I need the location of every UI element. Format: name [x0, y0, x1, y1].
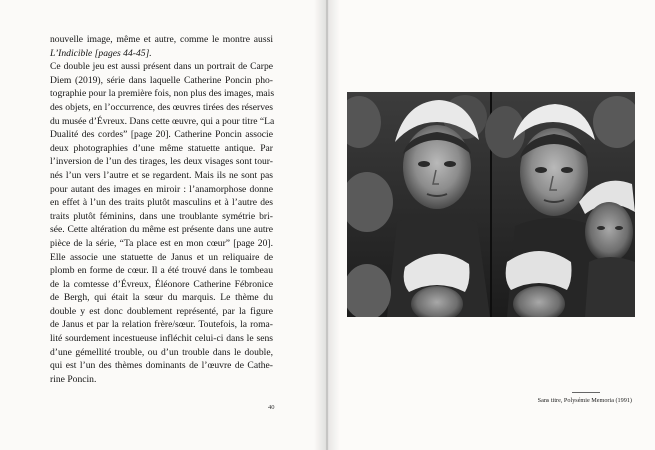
- text-line: de Janus et par la relation frère/sœur. Toutefois, la roma-: [50, 319, 273, 331]
- text-line: Diem (2019), série dans laquelle Catherine Poncin pho-: [50, 74, 273, 86]
- text-line: rine Poncin.: [50, 373, 97, 385]
- caption-rule: [572, 392, 600, 393]
- text-line: de la comtesse d’Évreux, Éléonore Catherine Fébronice: [50, 278, 273, 290]
- photo-left-half: [347, 92, 490, 317]
- text-line: en effet à l’un des traits plutôt masculins et à l’autre des: [50, 197, 273, 209]
- archival-photograph: [347, 92, 635, 317]
- text-line: pour autant des images en miroir : l’anamorphose donne: [50, 183, 273, 195]
- text-line: d’une gémellité trouble, ou d’un trouble dans le double,: [50, 346, 273, 358]
- text-line: plomb en forme de cœur. Il a été trouvé dans le tombeau: [50, 265, 273, 277]
- text-line: Dualité des cordes” [page 20]. Catherine Poncin associe: [50, 129, 273, 141]
- text-line: Ce double jeu est aussi présent dans un portrait de Carpe: [50, 61, 273, 73]
- text-line: des objets, en l’occurrence, des œuvres tirées des réserves: [50, 101, 273, 113]
- text-line: sée. Cette altération du même est présente dans une autre: [50, 224, 273, 236]
- body-text: [50, 33, 273, 386]
- text-line: lité sourdement incestueuse infléchit celui-ci dans le sens: [50, 333, 273, 345]
- text-line: Elle associe une statuette de Janus et un reliquaire de: [50, 251, 273, 263]
- text-line: pièce de la série, “Ta place est en mon cœur” [page 20].: [50, 237, 273, 249]
- page-number: 40: [268, 404, 275, 411]
- photo-caption: Sans titre, Polysémie Memoria (1991): [537, 397, 632, 404]
- text-line: du musée d’Évreux. Dans cette œuvre, qui a pour titre “La: [50, 115, 275, 127]
- text-line: nouvelle image, même et autre, comme le montre aussi: [50, 34, 273, 45]
- text-line: L’Indicible [pages 44-45].: [50, 47, 152, 59]
- text-line: deux photographies d’une même statuette antique. Par: [50, 142, 273, 154]
- left-page: [0, 0, 327, 450]
- text-line: qui est l’un des thèmes dominants de l’œuvre de Cathe-: [50, 360, 273, 372]
- photo-right-half: [485, 92, 635, 317]
- text-line: tographie pour la première fois, non plus des images, mais: [50, 88, 275, 100]
- text-line: traits plutôt féminins, dans une troublante symétrie bri-: [50, 210, 273, 222]
- text-line: double y est donc doublement représenté, par la figure: [50, 305, 273, 317]
- text-line: l’inversion de l’un des tirages, les deux visages sont tour-: [50, 156, 273, 168]
- book-gutter: [314, 0, 340, 450]
- text-line: de Bergh, qui était la sœur du marquis. Le thème du: [50, 292, 273, 304]
- text-line: nés l’un vers l’autre et se regardent. Mais ils ne sont pas: [50, 169, 273, 181]
